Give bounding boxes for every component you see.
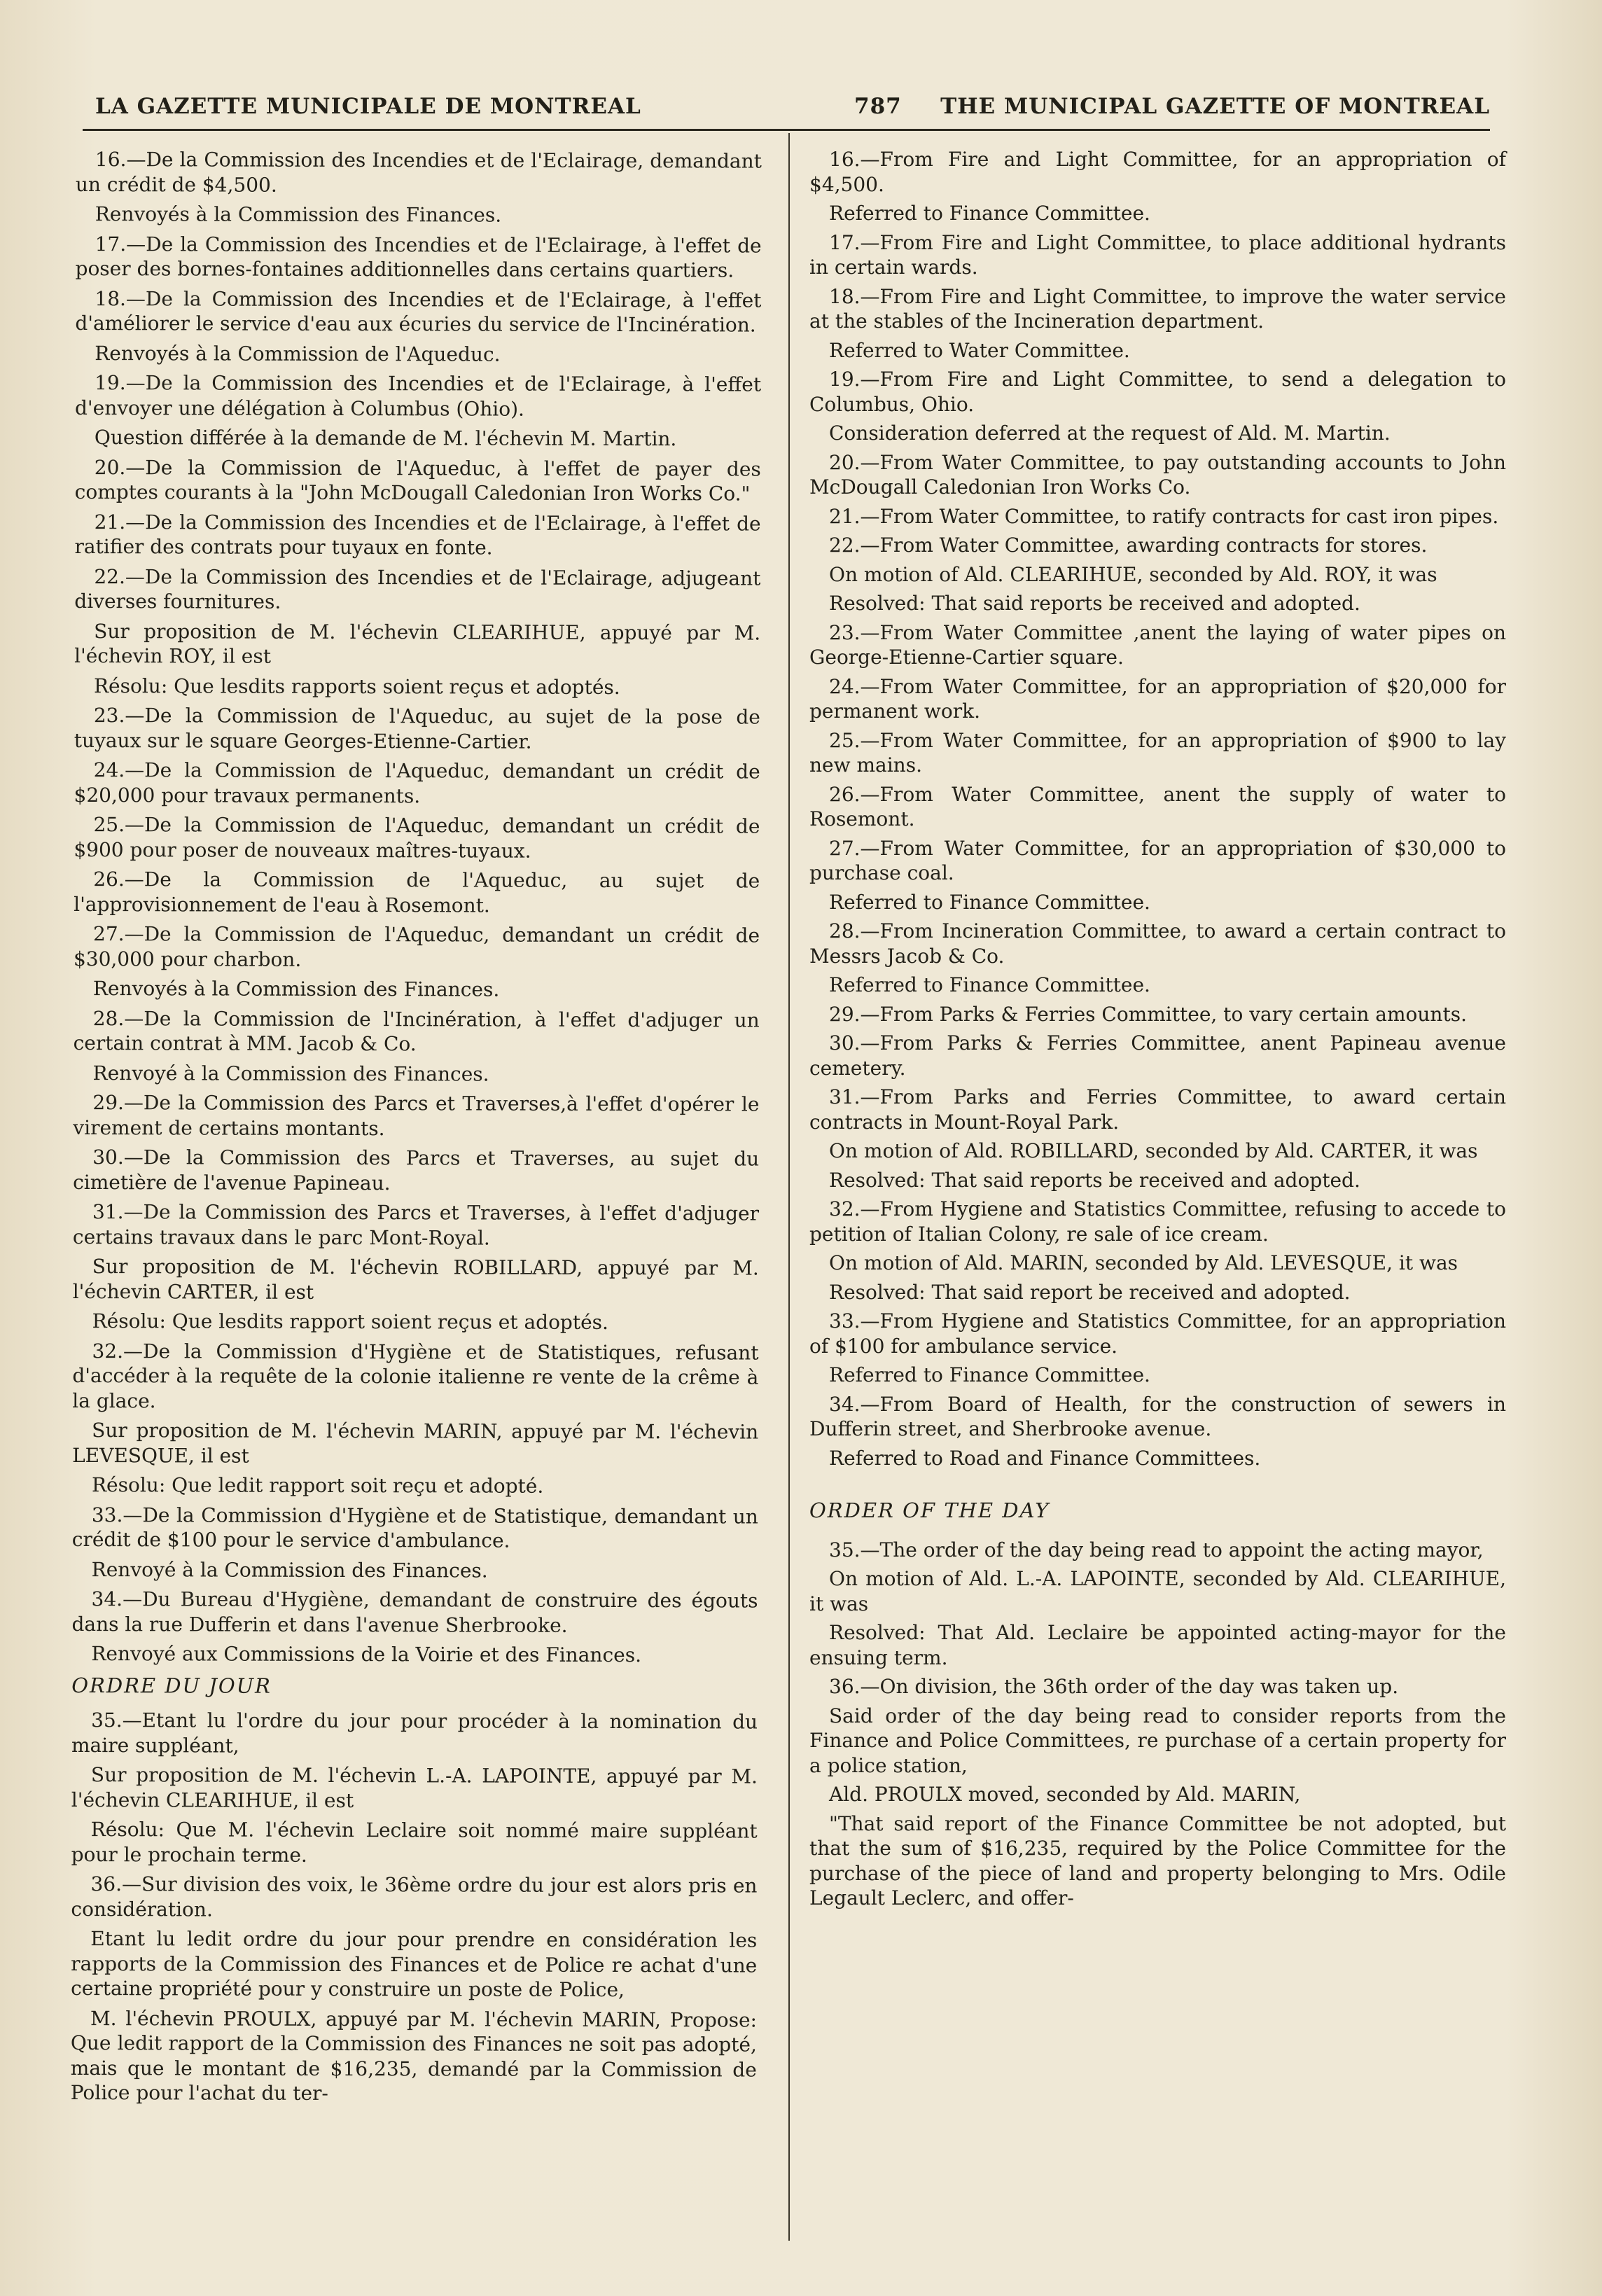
- header-rule: [83, 129, 1490, 131]
- paragraph: Renvoyés à la Commission de l'Aqueduc.: [95, 341, 501, 366]
- french-column: [71, 147, 762, 2112]
- paragraph: Résolu: Que lesdits rapports soient reçus et adoptés.: [93, 674, 620, 699]
- paragraph: 23.—From Water Committee ,anent the laying of water pipes on George-Etienne-Cartier square.: [809, 620, 1506, 669]
- paragraph: Resolved: That Ald. Leclaire be appointed acting-mayor for the ensuing term.: [809, 1621, 1506, 1669]
- paragraph: Resolved: That said reports be received and adopted.: [829, 1168, 1360, 1192]
- page-number: 787: [854, 94, 902, 119]
- paragraph: Question différée à la demande de M. l'échevin M. Martin.: [94, 426, 677, 451]
- paragraph: 35.—Etant lu l'ordre du jour pour procéder à la nomination du maire suppléant,: [71, 1709, 758, 1758]
- paragraph: 22.—From Water Committee, awarding contracts for stores.: [829, 534, 1428, 557]
- paragraph: 32.—From Hygiene and Statistics Committee, refusing to accede to petition of Italian Colony, re sale of ice cream.: [809, 1197, 1506, 1246]
- paragraph: 19.—De la Commission des Incendies et de l'Eclairage, à l'effet d'envoyer une délégation à Columbus (Ohio).: [74, 371, 762, 421]
- paragraph: Etant lu ledit ordre du jour pour prendre en considération les rapports de la Commission des Finances et de Police re achat d'une certaine propriété pour y construire un poste de Police,: [71, 1927, 758, 2002]
- paragraph: 26.—De la Commission de l'Aqueduc, au sujet de l'approvisionnement de l'eau à Rosemont.: [74, 868, 760, 917]
- paragraph: 32.—De la Commission d'Hygiène et de Statistiques, refusant d'accéder à la requête de la colonie italienne re vente de la crême à la glace.: [72, 1339, 759, 1412]
- paragraph: 18.—From Fire and Light Committee, to improve the water service at the stables of the Incineration department.: [809, 284, 1506, 333]
- paragraph: Résolu: Que ledit rapport soit reçu et adopté.: [91, 1473, 544, 1498]
- paragraph: Referred to Water Committee.: [829, 338, 1130, 362]
- paragraph: 19.—From Fire and Light Committee, to send a delegation to Columbus, Ohio.: [809, 368, 1506, 416]
- paragraph: 30.—From Parks & Ferries Committee, anent Papineau avenue cemetery.: [809, 1031, 1506, 1080]
- paragraph: 25.—De la Commission de l'Aqueduc, demandant un crédit de $900 pour poser de nouveaux maîtres-tuyaux.: [74, 813, 760, 863]
- paragraph: 22.—De la Commission des Incendies et de l'Eclairage, adjugeant diverses fournitures.: [74, 564, 761, 613]
- paragraph: 27.—From Water Committee, for an appropriation of $30,000 to purchase coal.: [809, 836, 1506, 884]
- paragraph: 17.—From Fire and Light Committee, to place additional hydrants in certain wards.: [809, 230, 1506, 279]
- paragraph: 21.—From Water Committee, to ratify contracts for cast iron pipes.: [829, 504, 1499, 528]
- paragraph: 30.—De la Commission des Parcs et Traverses, au sujet du cimetière de l'avenue Papineau.: [73, 1146, 760, 1195]
- paragraph: Résolu: Que M. l'échevin Leclaire soit nommé maire suppléant pour le prochain terme.: [71, 1818, 758, 1867]
- paragraph: Sur proposition de M. l'échevin MARIN, appuyé par M. l'échevin LEVESQUE, il est: [72, 1419, 759, 1468]
- paragraph: 31.—From Parks and Ferries Committee, to award certain contracts in Mount-Royal Park.: [809, 1085, 1506, 1134]
- paragraph: 34.—From Board of Health, for the construction of sewers in Dufferin street, and Sherbrooke avenue.: [809, 1392, 1506, 1440]
- paragraph: Referred to Road and Finance Committees.: [829, 1446, 1261, 1470]
- english-section-title: ORDER OF THE DAY: [809, 1498, 1050, 1522]
- paragraph: 29.—De la Commission des Parcs et Traverses,à l'effet d'opérer le virement de certains montants.: [73, 1091, 760, 1140]
- paragraph: 23.—De la Commission de l'Aqueduc, au sujet de la pose de tuyaux sur le square Georges-Etienne-Cartier.: [74, 704, 760, 753]
- paragraph: 26.—From Water Committee, anent the supply of water to Rosemont.: [809, 782, 1506, 830]
- paragraph: Renvoyés à la Commission des Finances.: [95, 202, 502, 227]
- paragraph: 18.—De la Commission des Incendies et de l'Eclairage, à l'effet d'améliorer le service d'eau aux écuries du service de l'Incinération.: [75, 286, 762, 337]
- paragraph: 34.—Du Bureau d'Hygiène, demandant de construire des égouts dans la rue Dufferin et dans l'avenue Sherbrooke.: [71, 1587, 758, 1637]
- french-section-title: ORDRE DU JOUR: [71, 1673, 272, 1698]
- paragraph: 36.—Sur division des voix, le 36ème ordre du jour est alors pris en considération.: [71, 1872, 758, 1921]
- paragraph: 29.—From Parks & Ferries Committee, to vary certain amounts.: [829, 1002, 1467, 1026]
- paragraph: On motion of Ald. ROBILLARD, seconded by Ald. CARTER, it was: [829, 1139, 1478, 1162]
- paragraph: On motion of Ald. L.-A. LAPOINTE, seconded by Ald. CLEARIHUE, it was: [809, 1567, 1506, 1615]
- paragraph: 24.—From Water Committee, for an appropriation of $20,000 for permanent work.: [809, 674, 1506, 723]
- paragraph: Said order of the day being read to consider reports from the Finance and Police Committees, re purchase of a certain property for a police station,: [809, 1704, 1506, 1777]
- paragraph: Résolu: Que lesdits rapport soient reçus et adoptés.: [92, 1309, 609, 1334]
- paragraph: Referred to Finance Committee.: [829, 890, 1150, 914]
- paragraph: Referred to Finance Committee.: [829, 202, 1150, 225]
- paragraph: 33.—De la Commission d'Hygiène et de Statistique, demandant un crédit de $100 pour le service d'ambulance.: [71, 1503, 758, 1552]
- header-english-title: THE MUNICIPAL GAZETTE OF MONTREAL: [940, 94, 1490, 119]
- paragraph: 24.—De la Commission de l'Aqueduc, demandant un crédit de $20,000 pour travaux permanents.: [74, 758, 760, 807]
- paragraph: Sur proposition de M. l'échevin CLEARIHUE, appuyé par M. l'échevin ROY, il est: [74, 619, 761, 668]
- paragraph: 16.—De la Commission des Incendies et de l'Eclairage, demandant un crédit de $4,500.: [75, 148, 762, 197]
- english-column: [809, 147, 1506, 1915]
- paragraph: On motion of Ald. MARIN, seconded by Ald. LEVESQUE, it was: [829, 1251, 1458, 1274]
- paragraph: Renvoyé aux Commissions de la Voirie et des Finances.: [91, 1642, 642, 1667]
- paragraph: 27.—De la Commission de l'Aqueduc, demandant un crédit de $30,000 pour charbon.: [73, 922, 760, 971]
- paragraph: 28.—From Incineration Committee, to award a certain contract to Messrs Jacob & Co.: [809, 919, 1506, 968]
- paragraph: Resolved: That said reports be received and adopted.: [829, 592, 1360, 615]
- paragraph: 28.—De la Commission de l'Incinération, à l'effet d'adjuger un certain contrat à MM. Jacob & Co.: [73, 1006, 760, 1056]
- paragraph: Sur proposition de M. l'échevin ROBILLARD, appuyé par M. l'échevin CARTER, il est: [72, 1255, 759, 1304]
- paragraph: 20.—From Water Committee, to pay outstanding accounts to John McDougall Caledonian Iron Works Co.: [809, 450, 1506, 499]
- paragraph: 16.—From Fire and Light Committee, for an appropriation of $4,500.: [809, 148, 1506, 196]
- paragraph: Resolved: That said report be received and adopted.: [829, 1280, 1351, 1304]
- page-header: [83, 87, 1490, 129]
- paragraph: 36.—On division, the 36th order of the day was taken up.: [829, 1675, 1399, 1698]
- paragraph: 31.—De la Commission des Parcs et Traverses, à l'effet d'adjuger certains travaux dans le parc Mont-Royal.: [72, 1200, 760, 1250]
- paragraph: 25.—From Water Committee, for an appropriation of $900 to lay new mains.: [809, 728, 1506, 777]
- header-french-title: LA GAZETTE MUNICIPALE DE MONTREAL: [95, 94, 641, 119]
- paragraph: 35.—The order of the day being read to appoint the acting mayor,: [829, 1538, 1484, 1561]
- paragraph: Renvoyé à la Commission des Finances.: [91, 1557, 488, 1582]
- paragraph: Renvoyé à la Commission des Finances.: [92, 1061, 489, 1086]
- paragraph: 33.—From Hygiene and Statistics Committee, for an appropriation of $100 for ambulance service.: [809, 1309, 1506, 1358]
- paragraph: 17.—De la Commission des Incendies et de l'Eclairage, à l'effet de poser des bornes-fontaines additionnelles dans certains quartiers.: [75, 232, 762, 282]
- paragraph: "That said report of the Finance Committee be not adopted, but that the sum of $16,235, required by the Police Committee for the purchase of the piece of land and property belonging to Mrs. Odile Legault Leclerc, and offer-: [809, 1811, 1506, 1909]
- paragraph: 21.—De la Commission des Incendies et de l'Eclairage, à l'effet de ratifier des contrats pour tuyaux en fonte.: [74, 510, 761, 559]
- paragraph: Renvoyés à la Commission des Finances.: [92, 977, 500, 1001]
- paragraph: Referred to Finance Committee.: [829, 973, 1150, 996]
- paragraph: Consideration deferred at the request of Ald. M. Martin.: [829, 422, 1391, 445]
- paragraph: M. l'échevin PROULX, appuyé par M. l'échevin MARIN, Propose: Que ledit rapport de la Commission des Finances ne soit pas adopté, mais que le montant de $16,235, demandé par la Commission de Police pour l'achat du ter-: [70, 2006, 758, 2105]
- column-divider: [788, 133, 790, 2241]
- paragraph: On motion of Ald. CLEARIHUE, seconded by Ald. ROY, it was: [829, 562, 1437, 586]
- paragraph: 20.—De la Commission de l'Aqueduc, à l'effet de payer des comptes courants à la "John McDougall Caledonian Iron Works Co.": [74, 455, 761, 506]
- paragraph: Referred to Finance Committee.: [829, 1363, 1150, 1386]
- paragraph: Sur proposition de M. l'échevin L.-A. LAPOINTE, appuyé par M. l'échevin CLEARIHUE, il est: [71, 1763, 758, 1812]
- paragraph: Ald. PROULX moved, seconded by Ald. MARIN,: [829, 1783, 1301, 1806]
